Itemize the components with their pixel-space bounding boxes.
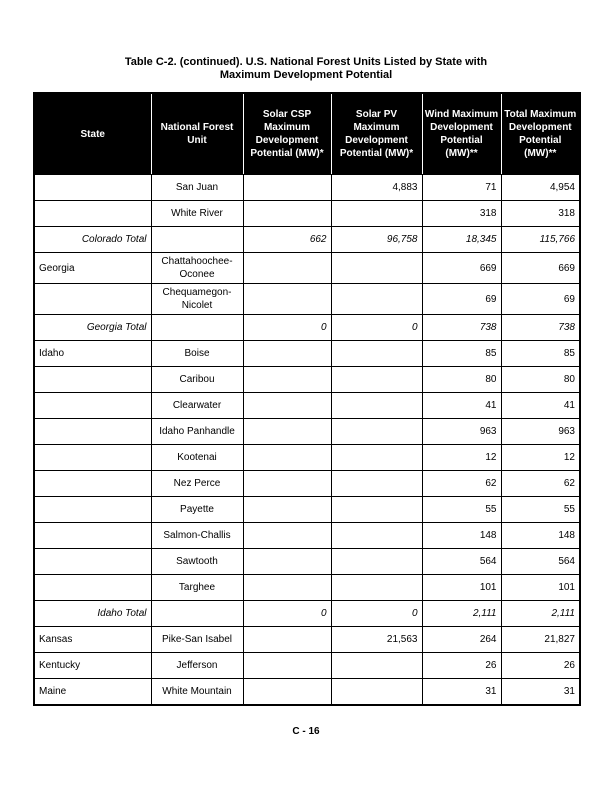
- cell-wind-mw: 564: [422, 549, 501, 575]
- cell-state: Idaho Total: [34, 601, 151, 627]
- cell-solar-pv-mw: [331, 653, 422, 679]
- cell-total-mw: 4,954: [501, 175, 580, 201]
- cell-wind-mw: 69: [422, 284, 501, 315]
- page-title-line-2: Maximum Development Potential: [219, 69, 393, 81]
- table-row: [34, 627, 580, 653]
- cell-solar-pv-mw: [331, 367, 422, 393]
- cell-solar-pv-mw: [331, 445, 422, 471]
- cell-wind-mw: 80: [422, 367, 501, 393]
- cell-state: [34, 201, 151, 227]
- cell-wind-mw: 62: [422, 471, 501, 497]
- column-header-state: State: [34, 93, 151, 175]
- cell-solar-csp-mw: [243, 523, 331, 549]
- cell-state: [34, 549, 151, 575]
- table-row: [34, 471, 580, 497]
- cell-solar-pv-mw: [331, 549, 422, 575]
- table-row: [34, 575, 580, 601]
- cell-wind-mw: 963: [422, 419, 501, 445]
- cell-state: [34, 471, 151, 497]
- cell-total-mw: 69: [501, 284, 580, 315]
- cell-solar-csp-mw: [243, 393, 331, 419]
- table-row: [34, 367, 580, 393]
- column-header-solar-pv: Solar PV Maximum Development Potential (MW)*: [331, 93, 422, 175]
- cell-total-mw: 318: [501, 201, 580, 227]
- column-header-solar-csp: Solar CSP Maximum Development Potential (MW)*: [243, 93, 331, 175]
- table-row: [34, 549, 580, 575]
- cell-solar-csp-mw: [243, 253, 331, 284]
- cell-state: [34, 445, 151, 471]
- cell-total-mw: 31: [501, 679, 580, 705]
- cell-national-forest-unit: Caribou: [151, 367, 243, 393]
- cell-solar-csp-mw: [243, 575, 331, 601]
- table-body: [34, 175, 580, 705]
- cell-solar-pv-mw: 21,563: [331, 627, 422, 653]
- cell-solar-pv-mw: [331, 575, 422, 601]
- cell-solar-pv-mw: [331, 253, 422, 284]
- cell-total-mw: 21,827: [501, 627, 580, 653]
- cell-national-forest-unit: [151, 315, 243, 341]
- cell-national-forest-unit: Targhee: [151, 575, 243, 601]
- cell-national-forest-unit: Chattahoochee-Oconee: [151, 253, 243, 284]
- cell-solar-csp-mw: [243, 471, 331, 497]
- cell-wind-mw: 148: [422, 523, 501, 549]
- cell-solar-pv-mw: 0: [331, 315, 422, 341]
- state-total-row: [34, 227, 580, 253]
- cell-national-forest-unit: White River: [151, 201, 243, 227]
- cell-solar-pv-mw: 96,758: [331, 227, 422, 253]
- cell-solar-csp-mw: [243, 367, 331, 393]
- cell-national-forest-unit: Idaho Panhandle: [151, 419, 243, 445]
- cell-national-forest-unit: Nez Perce: [151, 471, 243, 497]
- cell-national-forest-unit: White Mountain: [151, 679, 243, 705]
- cell-total-mw: 564: [501, 549, 580, 575]
- cell-state: [34, 497, 151, 523]
- cell-solar-csp-mw: [243, 445, 331, 471]
- cell-total-mw: 101: [501, 575, 580, 601]
- table-row: [34, 175, 580, 201]
- cell-state: [34, 419, 151, 445]
- cell-solar-pv-mw: [331, 497, 422, 523]
- cell-state: Maine: [34, 679, 151, 705]
- cell-total-mw: 85: [501, 341, 580, 367]
- cell-solar-pv-mw: 4,883: [331, 175, 422, 201]
- cell-solar-pv-mw: [331, 679, 422, 705]
- table-row: [34, 201, 580, 227]
- cell-solar-pv-mw: [331, 393, 422, 419]
- cell-wind-mw: 2,111: [422, 601, 501, 627]
- table-row: [34, 523, 580, 549]
- cell-total-mw: 115,766: [501, 227, 580, 253]
- cell-wind-mw: 55: [422, 497, 501, 523]
- cell-wind-mw: 101: [422, 575, 501, 601]
- cell-total-mw: 41: [501, 393, 580, 419]
- cell-total-mw: 80: [501, 367, 580, 393]
- cell-national-forest-unit: San Juan: [151, 175, 243, 201]
- cell-total-mw: 738: [501, 315, 580, 341]
- header-row: [34, 93, 580, 175]
- forest-units-table: [33, 92, 581, 706]
- table-row: [34, 445, 580, 471]
- cell-total-mw: 669: [501, 253, 580, 284]
- cell-national-forest-unit: Payette: [151, 497, 243, 523]
- cell-wind-mw: 18,345: [422, 227, 501, 253]
- cell-solar-csp-mw: 0: [243, 315, 331, 341]
- cell-state: [34, 367, 151, 393]
- cell-solar-pv-mw: 0: [331, 601, 422, 627]
- cell-total-mw: 2,111: [501, 601, 580, 627]
- cell-solar-pv-mw: [331, 201, 422, 227]
- table-row: [34, 497, 580, 523]
- cell-state: [34, 575, 151, 601]
- cell-state: [34, 284, 151, 315]
- cell-national-forest-unit: Sawtooth: [151, 549, 243, 575]
- table-row: [34, 679, 580, 705]
- table-row: [34, 253, 580, 284]
- table-row: [34, 284, 580, 315]
- cell-solar-pv-mw: [331, 523, 422, 549]
- cell-solar-pv-mw: [331, 284, 422, 315]
- cell-state: [34, 523, 151, 549]
- cell-solar-csp-mw: [243, 653, 331, 679]
- cell-national-forest-unit: Boise: [151, 341, 243, 367]
- cell-wind-mw: 264: [422, 627, 501, 653]
- cell-total-mw: 26: [501, 653, 580, 679]
- cell-wind-mw: 12: [422, 445, 501, 471]
- cell-solar-csp-mw: 0: [243, 601, 331, 627]
- cell-wind-mw: 41: [422, 393, 501, 419]
- table-row: [34, 653, 580, 679]
- cell-total-mw: 62: [501, 471, 580, 497]
- state-total-row: [34, 315, 580, 341]
- cell-total-mw: 12: [501, 445, 580, 471]
- cell-state: Kentucky: [34, 653, 151, 679]
- table-row: [34, 419, 580, 445]
- cell-wind-mw: 669: [422, 253, 501, 284]
- cell-wind-mw: 85: [422, 341, 501, 367]
- state-total-row: [34, 601, 580, 627]
- cell-solar-pv-mw: [331, 471, 422, 497]
- page-title-line-1: Table C-2. (continued). U.S. National Forest Units Listed by State with: [124, 56, 488, 68]
- cell-national-forest-unit: Clearwater: [151, 393, 243, 419]
- cell-national-forest-unit: Jefferson: [151, 653, 243, 679]
- cell-state: Georgia: [34, 253, 151, 284]
- cell-total-mw: 963: [501, 419, 580, 445]
- cell-solar-csp-mw: [243, 341, 331, 367]
- cell-state: Kansas: [34, 627, 151, 653]
- cell-solar-csp-mw: [243, 201, 331, 227]
- cell-state: [34, 393, 151, 419]
- cell-solar-csp-mw: [243, 679, 331, 705]
- cell-solar-csp-mw: [243, 175, 331, 201]
- table-row: [34, 341, 580, 367]
- cell-national-forest-unit: Chequamegon-Nicolet: [151, 284, 243, 315]
- cell-national-forest-unit: Pike-San Isabel: [151, 627, 243, 653]
- column-header-total: Total Maximum Development Potential (MW)**: [501, 93, 580, 175]
- page-number: C - 16: [292, 726, 320, 737]
- cell-state: Idaho: [34, 341, 151, 367]
- cell-solar-csp-mw: [243, 497, 331, 523]
- cell-solar-csp-mw: 662: [243, 227, 331, 253]
- column-header-national-forest-unit: National Forest Unit: [151, 93, 243, 175]
- cell-national-forest-unit: Salmon-Challis: [151, 523, 243, 549]
- cell-state: Colorado Total: [34, 227, 151, 253]
- cell-solar-pv-mw: [331, 341, 422, 367]
- cell-state: [34, 175, 151, 201]
- cell-solar-csp-mw: [243, 419, 331, 445]
- cell-solar-csp-mw: [243, 627, 331, 653]
- cell-wind-mw: 31: [422, 679, 501, 705]
- table-row: [34, 393, 580, 419]
- cell-national-forest-unit: Kootenai: [151, 445, 243, 471]
- cell-total-mw: 55: [501, 497, 580, 523]
- column-header-wind: Wind Maximum Development Potential (MW)**: [422, 93, 501, 175]
- cell-solar-csp-mw: [243, 549, 331, 575]
- page-title: [70, 0, 542, 82]
- cell-state: Georgia Total: [34, 315, 151, 341]
- cell-national-forest-unit: [151, 227, 243, 253]
- cell-national-forest-unit: [151, 601, 243, 627]
- cell-solar-csp-mw: [243, 284, 331, 315]
- cell-wind-mw: 26: [422, 653, 501, 679]
- cell-wind-mw: 318: [422, 201, 501, 227]
- table-header: [34, 93, 580, 175]
- cell-total-mw: 148: [501, 523, 580, 549]
- cell-wind-mw: 738: [422, 315, 501, 341]
- cell-solar-pv-mw: [331, 419, 422, 445]
- cell-wind-mw: 71: [422, 175, 501, 201]
